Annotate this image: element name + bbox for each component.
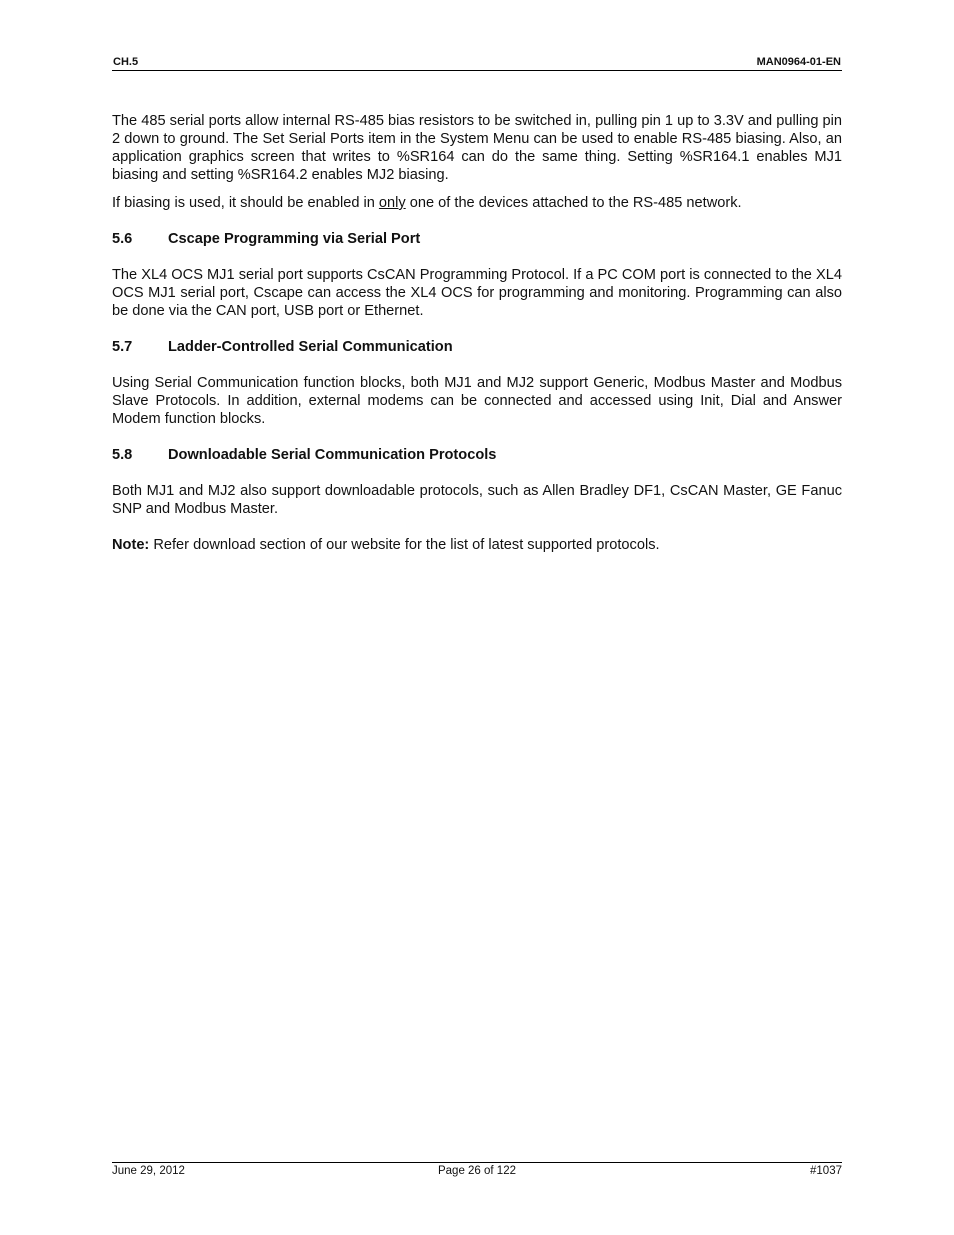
bias-intro-paragraph: The 485 serial ports allow internal RS-485 bias resistors to be switched in, pulling pin 1 up to 3.3V and pulling pin 2 down to ground. The Set Serial Ports item in the System Menu can be used to enable RS-485 biasing. Also, an application graphics screen that writes to %SR164 can do the same thing. Setting %SR164.1 enables MJ1 biasing and setting %SR164.2 enables MJ2 biasing. (112, 113, 842, 183)
page-body (112, 112, 842, 554)
note-label: Note: (112, 537, 150, 553)
note-paragraph (112, 536, 842, 554)
section-number: 5.8 (112, 447, 133, 463)
chapter-label: CH.5 (113, 56, 139, 68)
section-number: 5.7 (112, 339, 133, 355)
section-title: Downloadable Serial Communication Protocols (168, 447, 497, 463)
section-body-5-7: Using Serial Communication function blocks, both MJ1 and MJ2 support Generic, Modbus Master and Modbus Slave Protocols. In addition, external modems can be connected and accessed using Init, Dial and Answer Modem function blocks. (112, 375, 842, 427)
page-footer (112, 1162, 842, 1183)
section-heading-5-8 (112, 446, 842, 464)
page-header (112, 55, 842, 71)
section-number: 5.6 (112, 231, 133, 247)
footer-date: June 29, 2012 (112, 1165, 185, 1177)
section-body-5-6: The XL4 OCS MJ1 serial port supports CsCAN Programming Protocol. If a PC COM port is connected to the XL4 OCS MJ1 serial port, Cscape can access the XL4 OCS for programming and monitoring. Programming can also be done via the CAN port, USB port or Ethernet. (112, 267, 842, 319)
section-title: Cscape Programming via Serial Port (168, 231, 421, 247)
bias-note-text-end: one of the devices attached to the RS-485 network. (405, 195, 742, 211)
bias-note-paragraph (112, 194, 842, 212)
note-text: Refer download section of our website for the list of latest supported protocols. (149, 537, 660, 553)
section-heading-5-7 (112, 338, 842, 356)
footer-reference: #1037 (810, 1165, 842, 1177)
bias-note-emphasis: only (378, 195, 406, 211)
section-body-5-8: Both MJ1 and MJ2 also support downloadable protocols, such as Allen Bradley DF1, CsCAN Master, GE Fanuc SNP and Modbus Master. (112, 483, 842, 517)
bias-note-text: If biasing is used, it should be enabled in (112, 195, 379, 211)
footer-page-number: Page 26 of 122 (437, 1165, 516, 1177)
section-heading-5-6 (112, 230, 842, 248)
section-title: Ladder-Controlled Serial Communication (168, 339, 453, 355)
document-id: MAN0964-01-EN (756, 56, 841, 68)
